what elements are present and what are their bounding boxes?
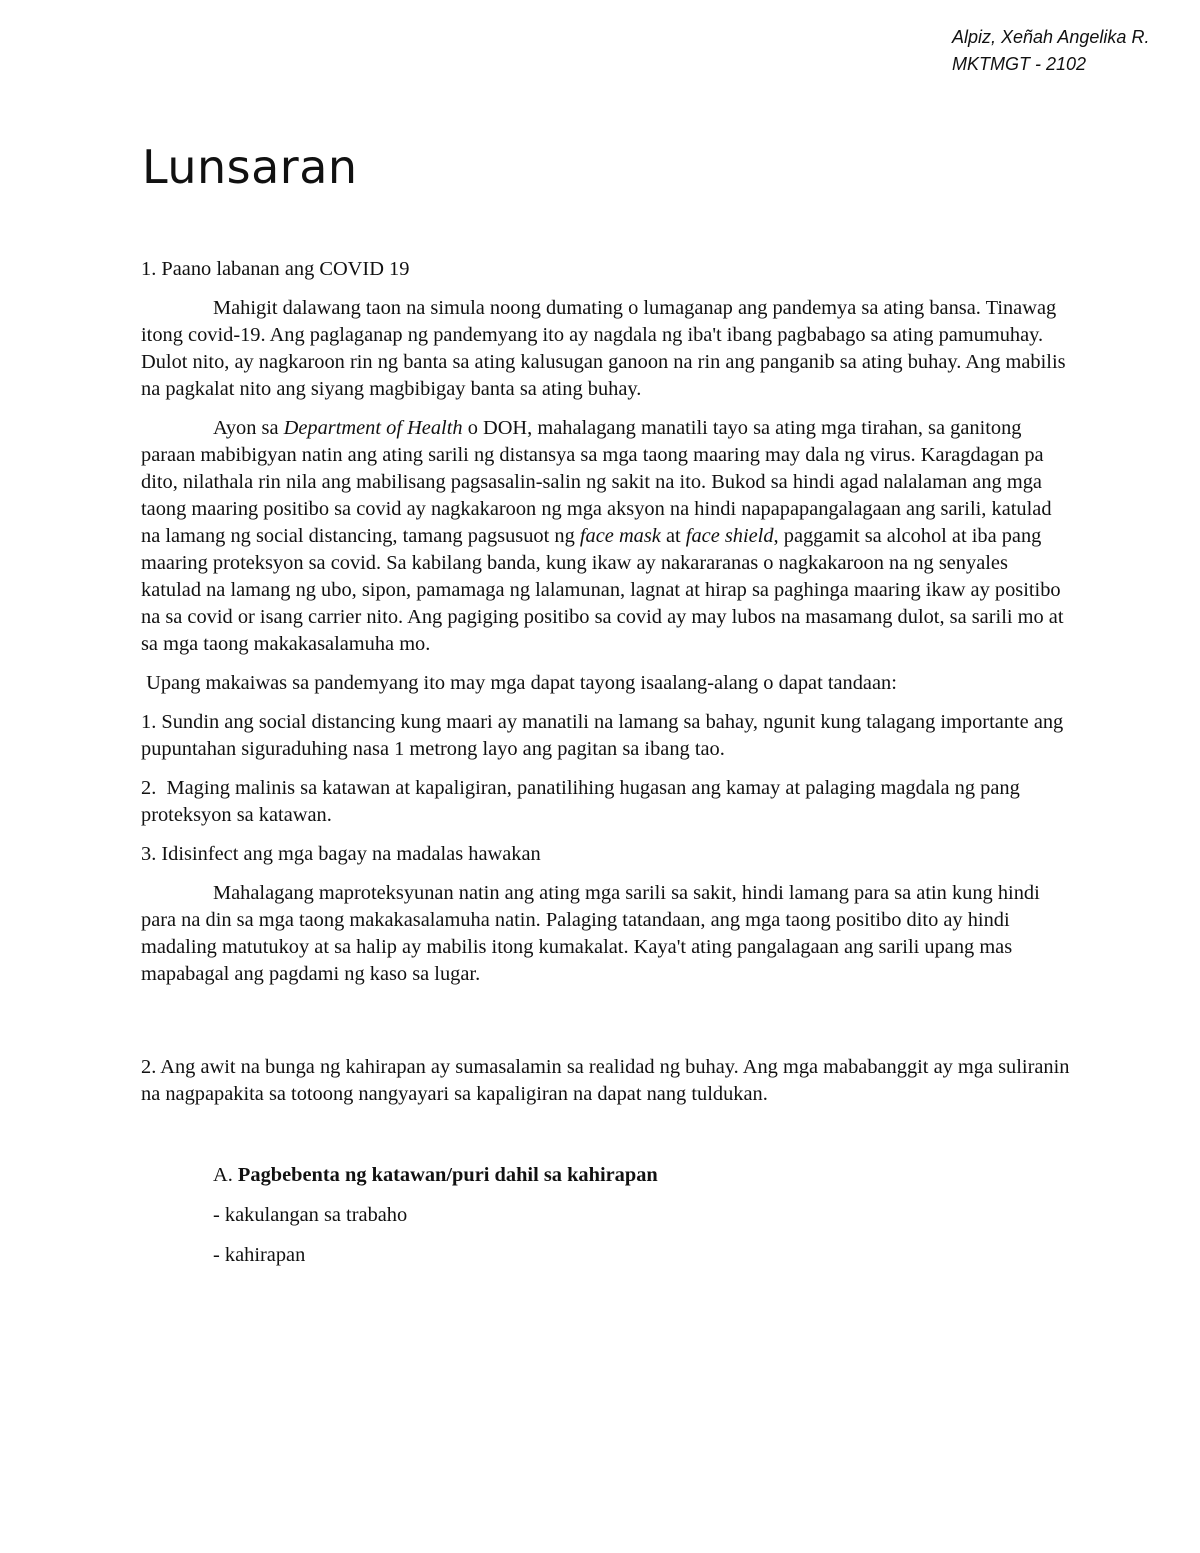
list-item: 2. Maging malinis sa katawan at kapaligiran, panatilihing hugasan ang kamay at palaging magdala ng pang proteksyon sa katawan.: [141, 777, 1025, 826]
list-item: 3. Idisinfect ang mga bagay na madalas hawakan: [141, 843, 541, 865]
document-body: [141, 256, 1071, 1282]
paragraph-doh-part-b: o DOH, mahalagang manatili tayo sa ating mga tirahan, sa ganitong paraan mabibigyan natin ang ating sarili ng distansya sa mga taong maaring may dala ng virus. Karagdagan pa dito, nilathala rin nila ang mabilisang pagsasalin-salin ng sakit na ito. Bukod sa hindi agad nalalaman ang mga taong maaring positibo sa covid ay nagkakaroon ng mga aksyon na hindi napapapangalagaan ang sarili, katulad na lamang ng social distancing, tamang pagsusuot ng: [141, 417, 1052, 547]
author-header: [952, 24, 1149, 78]
page-title: Lunsaran: [142, 140, 358, 194]
bullet-item: - kahirapan: [213, 1244, 306, 1266]
subsection-a-label: A.: [213, 1164, 238, 1186]
subsection-a: [213, 1162, 1071, 1269]
bullet-item: - kakulangan sa trabaho: [213, 1204, 408, 1226]
question-1-heading: 1. Paano labanan ang COVID 19: [141, 258, 410, 280]
doh-emphasis: Department of Health: [283, 417, 463, 439]
author-name: Alpiz, Xeñah Angelika R.: [952, 27, 1150, 47]
paragraph-intro: Mahigit dalawang taon na simula noong dumating o lumaganap ang pandemya sa ating bansa. Tinawag itong covid-19. Ang paglaganap ng pandemyang ito ay nagdala ng iba't ibang pagbabago sa ating pamumuhay. Dulot nito, ay nagkaroon rin ng banta sa ating kalusugan ganoon na rin ang panganib sa ating buhay. Ang mabilis na pagkalat nito ang siyang magbibigay banta sa ating buhay.: [141, 297, 1066, 400]
author-section: MKTMGT - 2102: [952, 54, 1087, 74]
question-2-text: 2. Ang awit na bunga ng kahirapan ay sumasalamin sa realidad ng buhay. Ang mga mababanggit ay mga suliranin na nagpapakita sa totoong nangyayari sa kapaligiran na dapat nang tuldukan.: [141, 1056, 1070, 1105]
paragraph-doh-part-d: , paggamit sa alcohol at iba pang maaring proteksyon sa covid. Sa kabilang banda, kung ikaw ay nakararanas o nagkakaroon na ng senyales katulad na lamang ng ubo, sipon, pamamaga ng lalamunan, lagnat at hirap sa paghinga maaring ikaw ay positibo na sa covid or isang carrier nito. Ang pagiging positibo sa covid ay may lubos na masamang dulot, sa sarili mo at sa mga taong makakasalamuha mo.: [141, 525, 1064, 655]
face-mask-emphasis: face mask: [579, 525, 661, 547]
paragraph-doh: [141, 415, 1071, 658]
list-item: 1. Sundin ang social distancing kung maari ay manatili na lamang sa bahay, ngunit kung talagang importante ang pupuntahan siguraduhing nasa 1 metrong layo ang pagitan sa ibang tao.: [141, 711, 1064, 760]
paragraph-doh-part-c: at: [660, 525, 686, 547]
subsection-a-title: Pagbebenta ng katawan/puri dahil sa kahirapan: [237, 1164, 658, 1186]
paragraph-doh-part-a: Ayon sa: [213, 417, 284, 439]
paragraph-closing: Mahalagang maproteksyunan natin ang ating mga sarili sa sakit, hindi lamang para sa atin kung hindi para na din sa mga taong makakasalamuha natin. Palaging tatandaan, ang mga taong positibo dito ay hindi madaling matutukoy at sa halip ay mabilis itong kumakalat. Kaya't ating pangalagaan ang sarili upang mas mapabagal ang pagdami ng kaso sa lugar.: [141, 882, 1040, 985]
list-intro: Upang makaiwas sa pandemyang ito may mga dapat tayong isaalang-alang o dapat tandaan:: [141, 672, 897, 694]
face-shield-emphasis: face shield: [685, 525, 774, 547]
subsection-a-heading: [213, 1162, 1071, 1189]
